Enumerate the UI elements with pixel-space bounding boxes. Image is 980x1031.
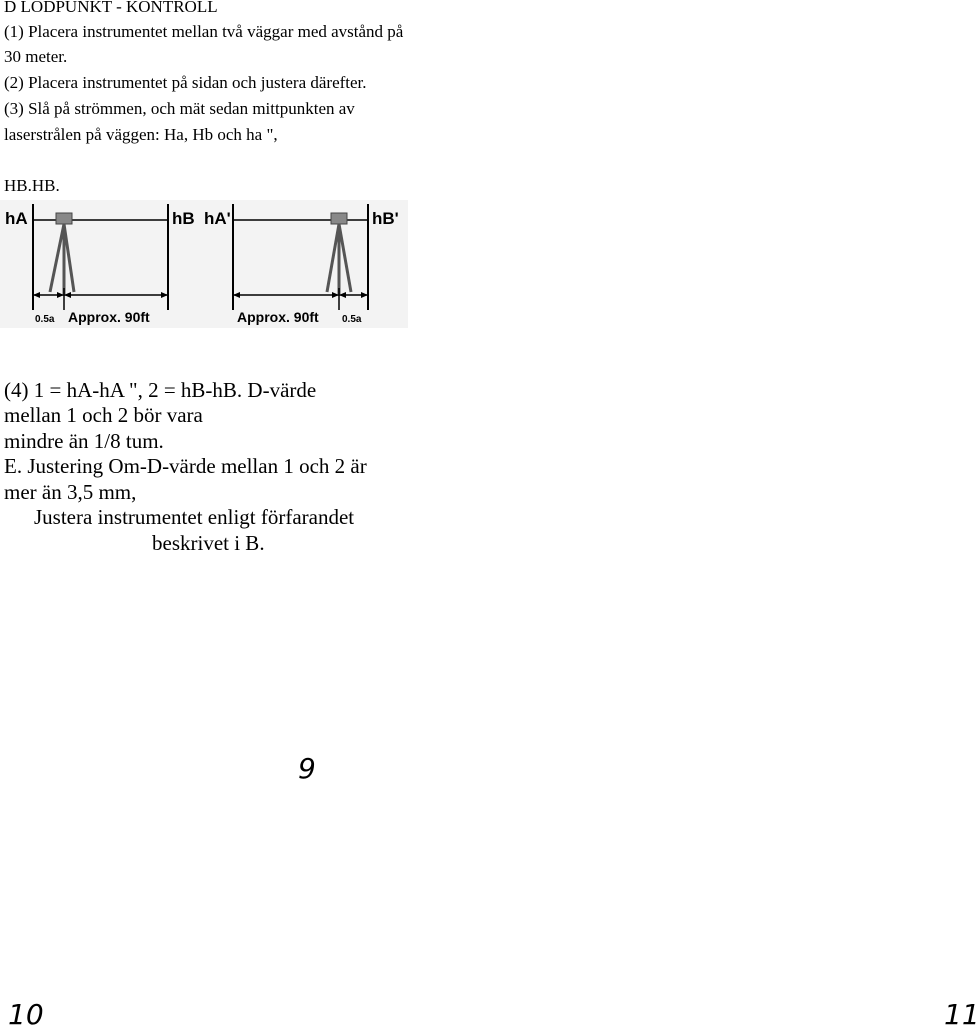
label-hB: hB xyxy=(172,209,195,228)
label-half-a-right: 0.5a xyxy=(342,314,362,325)
step-3-line-3: HB.HB. xyxy=(4,176,60,195)
label-half-a-left: 0.5a xyxy=(35,314,55,325)
section-e-line-2: mer än 3,5 mm, xyxy=(4,480,137,504)
page-number-center: 9 xyxy=(298,752,316,785)
page-number-bottom-right: 11 xyxy=(944,998,980,1031)
step-4-line-2: mellan 1 och 2 bör vara xyxy=(4,403,203,427)
step-3-line-2: laserstrålen på väggen: Ha, Hb och ha ", xyxy=(4,125,278,144)
section-e-line-4: beskrivet i B. xyxy=(152,531,265,555)
step-4-line-1: (4) 1 = hA-hA ", 2 = hB-hB. D-värde xyxy=(4,378,317,402)
label-hA-prime: hA' xyxy=(204,209,231,228)
step-1-line-1: (1) Placera instrumentet mellan två väggar med avstånd på xyxy=(4,22,404,41)
plumb-point-diagram xyxy=(0,200,408,328)
page-number-bottom-left: 10 xyxy=(8,998,44,1031)
label-hA: hA xyxy=(5,209,28,228)
step-3-line-1: (3) Slå på strömmen, och mät sedan mittpunkten av xyxy=(4,99,355,118)
step-2: (2) Placera instrumentet på sidan och justera därefter. xyxy=(4,73,367,92)
label-hB-prime: hB' xyxy=(372,209,399,228)
section-heading: D LODPUNKT - KONTROLL xyxy=(4,0,218,16)
label-approx-left: Approx. 90ft xyxy=(68,309,150,325)
section-e-line-1: E. Justering Om-D-värde mellan 1 och 2 är xyxy=(4,454,367,478)
step-4-line-3: mindre än 1/8 tum. xyxy=(4,429,164,453)
label-approx-right: Approx. 90ft xyxy=(237,309,319,325)
step-1-line-2: 30 meter. xyxy=(4,47,68,66)
section-e-line-3: Justera instrumentet enligt förfarandet xyxy=(34,505,355,529)
